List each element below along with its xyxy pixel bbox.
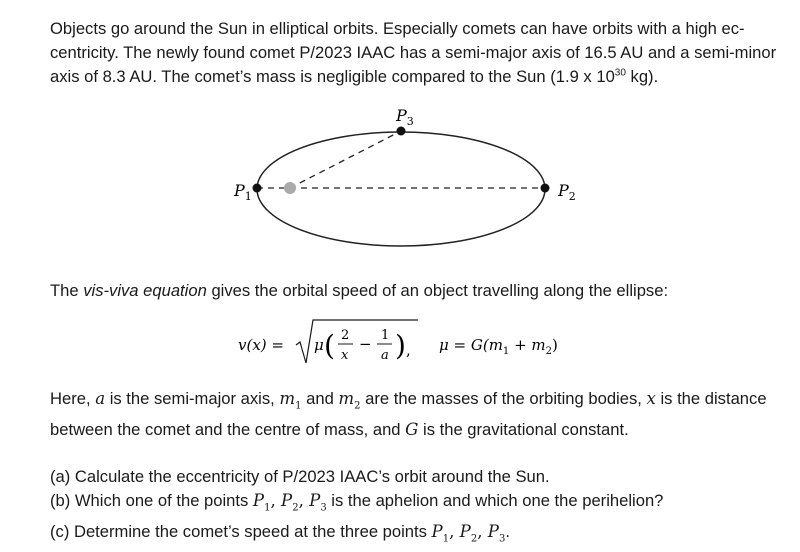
label-p1: $P_1$ bbox=[234, 181, 252, 203]
questions-list bbox=[50, 465, 762, 552]
orbit-ellipse bbox=[257, 132, 545, 246]
vis-viva-intro bbox=[50, 281, 668, 301]
formula-lhs: v(x) = bbox=[238, 336, 284, 354]
intro-line-3-end: kg). bbox=[625, 67, 659, 86]
point-p3 bbox=[397, 127, 406, 136]
variables-line-2: between the comet and the centre of mass, and G is the gravitational constant. bbox=[50, 420, 629, 440]
paren-open: ( bbox=[324, 329, 335, 362]
mu-definition: $\mu = G(m_1 + m_2)$ bbox=[439, 336, 558, 357]
question-a: (a) Calculate the eccentricity of P/2023 IAAC’s orbit around the Sun. bbox=[50, 467, 550, 486]
frac2-num: 1 bbox=[381, 328, 390, 343]
label-p2: $P_2$ bbox=[558, 181, 576, 203]
formula-mu: μ bbox=[314, 336, 324, 354]
paren-close: ) bbox=[395, 329, 406, 362]
var-a: a bbox=[95, 389, 106, 408]
intro-line-1: Objects go around the Sun in elliptical orbits. Especially comets can have orbits with a high ec- bbox=[50, 19, 745, 38]
intro-paragraph bbox=[50, 17, 777, 89]
frac1-den: x bbox=[341, 348, 349, 363]
point-p1 bbox=[253, 184, 262, 193]
mass-exponent: 30 bbox=[614, 67, 626, 79]
intro-line-3 bbox=[50, 65, 762, 89]
orbit-diagram bbox=[220, 104, 590, 274]
frac2-den: a bbox=[381, 348, 389, 363]
sun-to-p3-dashed-line bbox=[290, 131, 401, 188]
vis-viva-suffix: gives the orbital speed of an object travelling along the ellipse: bbox=[206, 281, 669, 300]
variables-paragraph bbox=[50, 387, 767, 442]
vis-viva-term: vis-viva equation bbox=[83, 281, 207, 300]
question-c: (c) Determine the comet’s speed at the three points $P_1$, $P_2$, $P_3$. bbox=[50, 522, 510, 545]
formula-minus: − bbox=[359, 335, 372, 353]
intro-line-2: centricity. The newly found comet P/2023 IAAC has a semi-major axis of 16.5 AU and a semi-minor bbox=[50, 43, 777, 62]
sun-marker bbox=[284, 182, 296, 194]
question-b: (b) Which one of the points $P_1$, $P_2$, $P_3$ is the aphelion and which one the perihelion? bbox=[50, 491, 664, 514]
frac1-num: 2 bbox=[341, 328, 350, 343]
var-m2: $m_2$ bbox=[338, 389, 361, 412]
points-p1-p2-p3: $P_1$, $P_2$, $P_3$ bbox=[252, 491, 327, 514]
label-p3: $P_3$ bbox=[396, 106, 414, 128]
var-x: x bbox=[646, 389, 656, 408]
variables-line-1: Here, a is the semi-major axis, $m_1$ and $m_2$ are the masses of the orbiting bodies, x is the distance bbox=[50, 389, 767, 412]
vis-viva-formula bbox=[200, 317, 600, 373]
formula-comma: , bbox=[406, 341, 411, 359]
var-g: G bbox=[405, 420, 419, 440]
intro-line-3-text: axis of 8.3 AU. The comet’s mass is negligible compared to the Sun (1.9 x 10 bbox=[50, 67, 615, 86]
point-p2 bbox=[541, 184, 550, 193]
points-p1-p2-p3: $P_1$, $P_2$, $P_3$ bbox=[431, 522, 506, 545]
vis-viva-prefix: The bbox=[50, 281, 84, 300]
var-m1: $m_1$ bbox=[279, 389, 302, 412]
